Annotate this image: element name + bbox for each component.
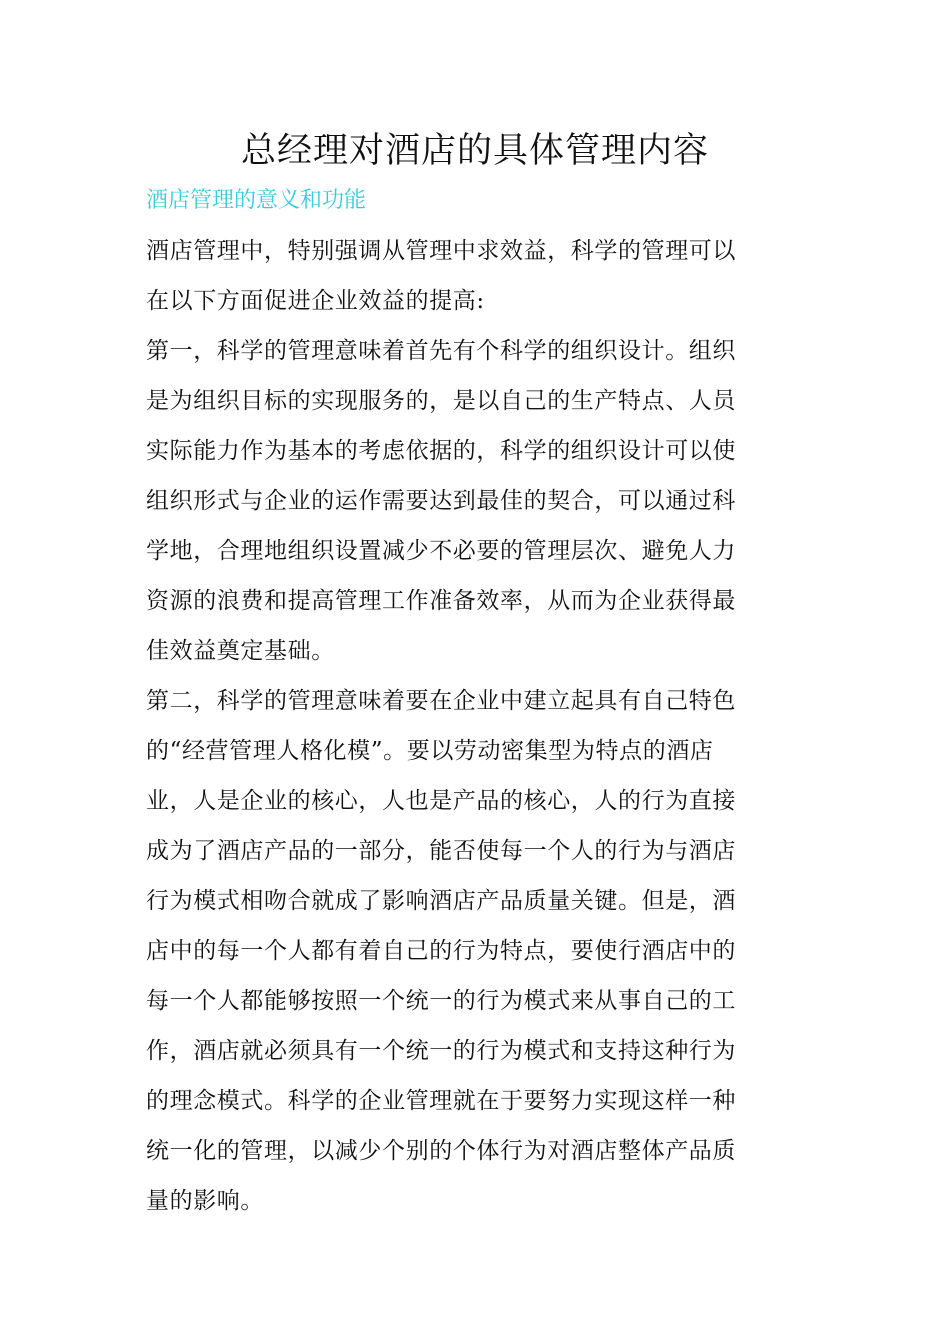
paragraph-intro: 酒店管理中，特别强调从管理中求效益，科学的管理可以 在以下方面促进企业效益的提高: — [146, 238, 736, 314]
paragraph-first-point: 第一，科学的管理意味着首先有个科学的组织设计。组织 是为组织目标的实现服务的，是以自己的生产特点、人员 实际能力作为基本的考虑依据的，科学的组织设计可以使 组织形式与企业的运作需要达到最佳的契合，可以通过科 学地，合理地组织设置减少不必要的管理层次、避免人力 资源的浪费和提高管理工作准备效率，从而为企业获得最 佳效益奠定基础。 — [146, 338, 736, 664]
document-body — [146, 226, 786, 1226]
page-title: 总经理对酒店的具体管理内容 — [240, 131, 709, 171]
section-subtitle: 酒店管理的意义和功能 — [146, 188, 367, 213]
paragraph-second-point: 第二，科学的管理意味着要在企业中建立起具有自己特色 的“经营管理人格化模”。要以劳动密集型为特点的酒店 业，人是企业的核心，人也是产品的核心，人的行为直接 成为了酒店产品的一部分，能否使每一个人的行为与酒店 行为模式相吻合就成了影响酒店产品质量关键。但是，酒 店中的每一个人都有着自己的行为特点，要使行酒店中的 每一个人都能够按照一个统一的行为模式来从事自己的工 作，酒店就必须具有一个统一的行为模式和支持这种行为 的理念模式。科学的企业管理就在于要努力实现这样一种 统一化的管理，以减少个别的个体行为对酒店整体产品质 量的影响。 — [146, 688, 736, 1214]
